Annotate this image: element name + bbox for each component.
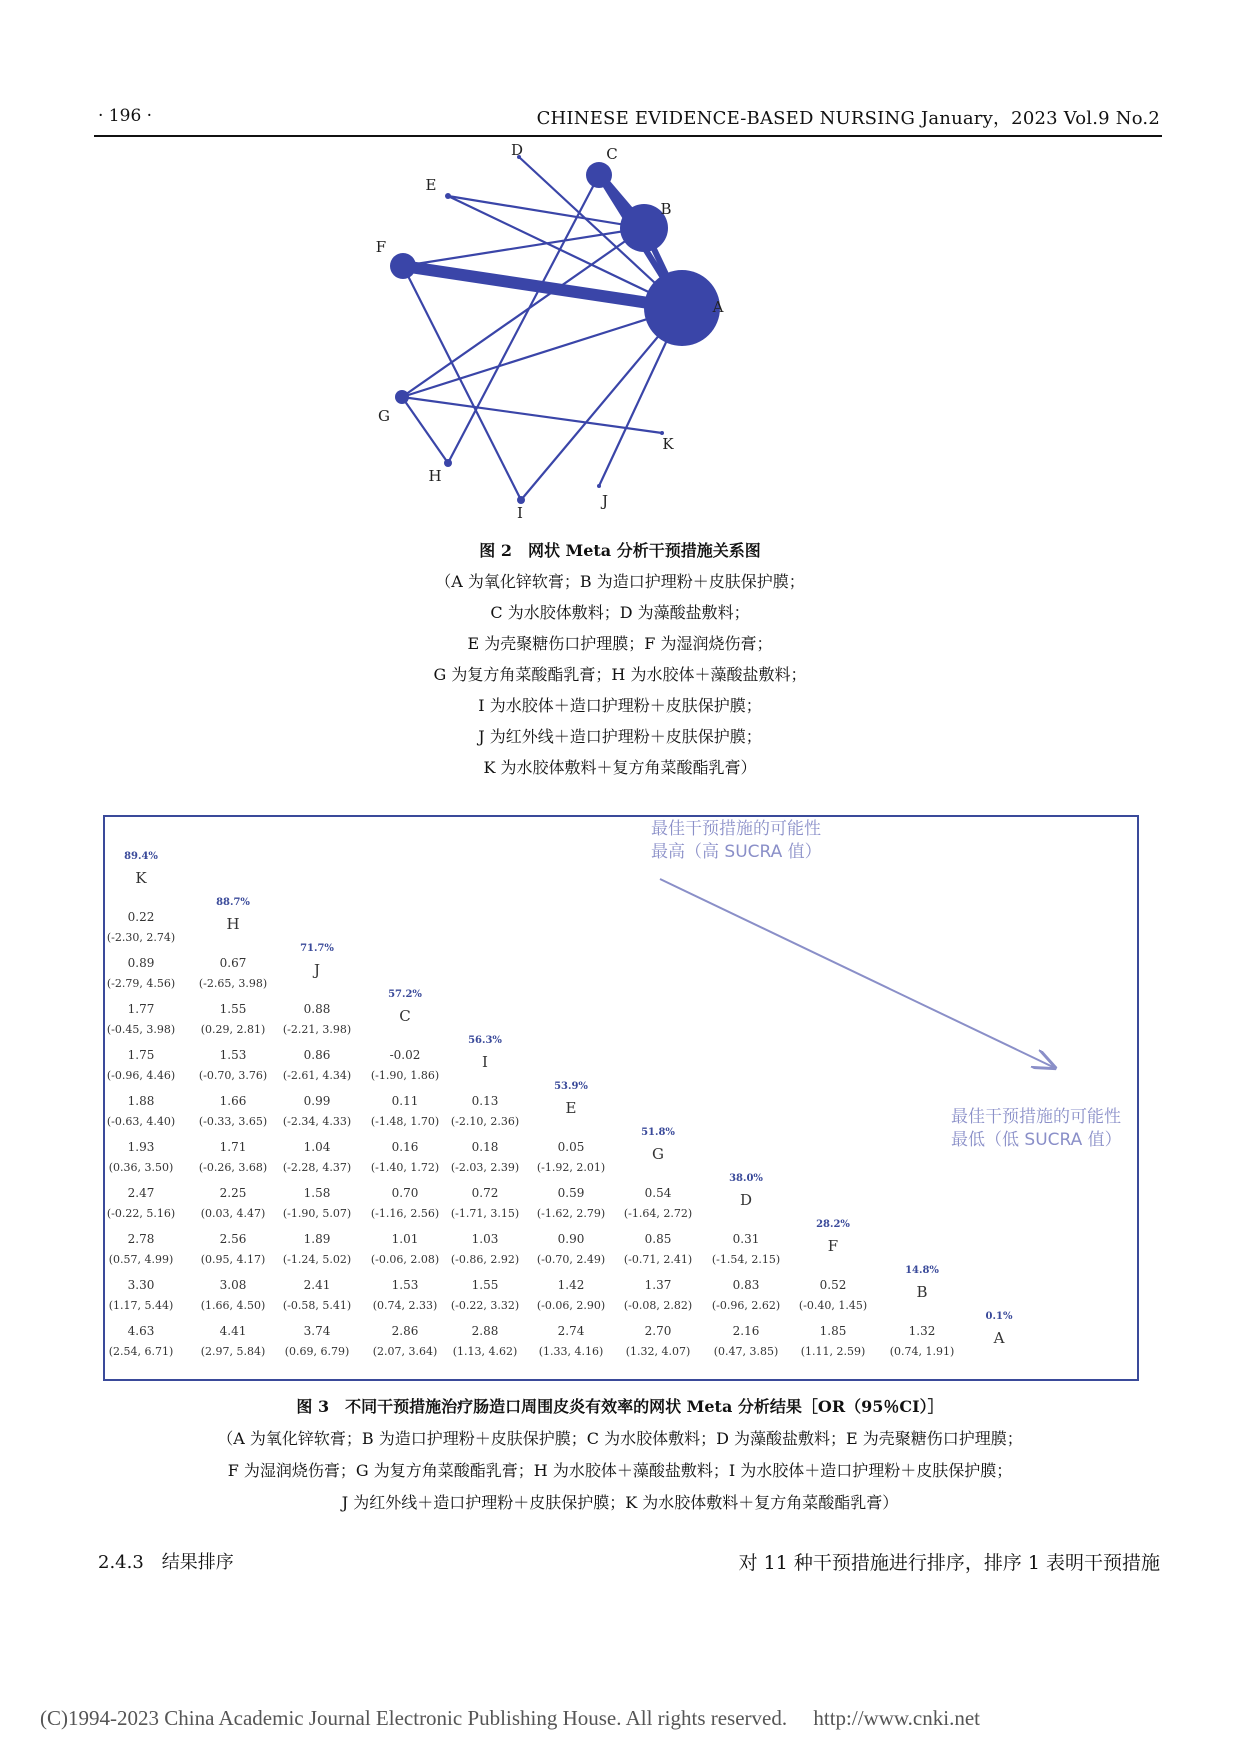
figure-2-legend-line: K 为水胶体敷料＋复方角菜酸酯乳膏） bbox=[483, 758, 757, 777]
league-ci-value: (0.95, 4.17) bbox=[200, 1253, 266, 1266]
figure-2-legend-line: I 为水胶体＋造口护理粉＋皮肤保护膜； bbox=[478, 696, 762, 715]
network-node-c bbox=[586, 162, 612, 188]
figure-3-legend-line: F 为湿润烧伤膏；G 为复方角菜酸酯乳膏；H 为水胶体＋藻酸盐敷料；I 为水胶体＋造口护理粉＋皮肤保护膜； bbox=[227, 1461, 1013, 1480]
league-or-value: 2.41 bbox=[303, 1278, 331, 1292]
league-or-value: 4.63 bbox=[127, 1324, 155, 1338]
sucra-value: 88.7% bbox=[216, 897, 250, 908]
network-node-label-i: I bbox=[517, 504, 523, 522]
league-or-value: 0.88 bbox=[303, 1002, 331, 1016]
league-or-value: 0.99 bbox=[303, 1094, 331, 1108]
league-ci-value: (-1.24, 5.02) bbox=[282, 1253, 352, 1266]
league-ci-value: (-0.45, 3.98) bbox=[106, 1023, 176, 1036]
section-text: 对 11 种干预措施进行排序，排序 1 表明干预措施 bbox=[738, 1552, 1160, 1574]
league-ci-value: (1.11, 2.59) bbox=[800, 1345, 866, 1358]
annotation-low-line-1: 最佳干预措施的可能性 bbox=[951, 1107, 1121, 1127]
network-node-label-b: B bbox=[660, 200, 672, 218]
annotation-high-line-1: 最佳干预措施的可能性 bbox=[651, 819, 821, 839]
league-ci-value: (-1.92, 2.01) bbox=[536, 1161, 606, 1174]
league-ci-value: (-0.26, 3.68) bbox=[198, 1161, 268, 1174]
league-or-value: 0.86 bbox=[303, 1048, 331, 1062]
sucra-direction-arrow bbox=[660, 879, 1053, 1067]
league-or-value: 0.05 bbox=[557, 1140, 585, 1154]
league-or-value: 0.90 bbox=[557, 1232, 585, 1246]
sucra-value: 51.8% bbox=[641, 1127, 675, 1138]
league-or-value: 0.52 bbox=[819, 1278, 847, 1292]
league-ci-value: (-2.30, 2.74) bbox=[106, 931, 176, 944]
league-or-value: 0.13 bbox=[471, 1094, 499, 1108]
treatment-label: B bbox=[916, 1283, 928, 1301]
sucra-value: 0.1% bbox=[985, 1311, 1013, 1322]
league-ci-value: (-0.70, 2.49) bbox=[536, 1253, 606, 1266]
league-or-value: 1.89 bbox=[303, 1232, 331, 1246]
treatment-label: J bbox=[313, 961, 321, 979]
league-or-value: 1.53 bbox=[219, 1048, 247, 1062]
league-or-value: 1.93 bbox=[127, 1140, 155, 1154]
league-or-value: 1.42 bbox=[557, 1278, 585, 1292]
figure-2-title: 图 2 网状 Meta 分析干预措施关系图 bbox=[479, 541, 761, 560]
league-ci-value: (-0.86, 2.92) bbox=[450, 1253, 520, 1266]
treatment-label: D bbox=[739, 1191, 753, 1209]
league-ci-value: (1.13, 4.62) bbox=[452, 1345, 518, 1358]
league-or-value: 1.03 bbox=[471, 1232, 499, 1246]
league-or-value: 0.31 bbox=[732, 1232, 760, 1246]
league-ci-value: (0.47, 3.85) bbox=[713, 1345, 779, 1358]
network-node-label-d: D bbox=[510, 141, 524, 159]
league-or-value: 2.74 bbox=[557, 1324, 585, 1338]
league-ci-value: (-1.40, 1.72) bbox=[370, 1161, 440, 1174]
treatment-label: H bbox=[226, 915, 240, 933]
league-ci-value: (2.54, 6.71) bbox=[108, 1345, 174, 1358]
network-edge-h-c bbox=[448, 175, 599, 463]
league-ci-value: (-2.28, 4.37) bbox=[282, 1161, 352, 1174]
figure-2-legend-line: E 为壳聚糖伤口护理膜；F 为湿润烧伤膏； bbox=[467, 634, 773, 653]
network-edge-g-a bbox=[402, 308, 682, 397]
figure-2-legend-line: （A 为氧化锌软膏；B 为造口护理粉＋皮肤保护膜； bbox=[435, 572, 805, 591]
figure-2-caption bbox=[0, 535, 1240, 783]
sucra-value: 89.4% bbox=[124, 851, 158, 862]
league-ci-value: (-1.64, 2.72) bbox=[623, 1207, 693, 1220]
league-ci-value: (-0.71, 2.41) bbox=[623, 1253, 693, 1266]
figure-3-legend-line: （A 为氧化锌软膏；B 为造口护理粉＋皮肤保护膜；C 为水胶体敷料；D 为藻酸盐敷料；E 为壳聚糖伤口护理膜； bbox=[217, 1429, 1023, 1448]
league-or-value: 2.25 bbox=[219, 1186, 247, 1200]
network-edge-h-g bbox=[402, 397, 448, 463]
league-ci-value: (0.69, 6.79) bbox=[284, 1345, 350, 1358]
league-ci-value: (-0.40, 1.45) bbox=[798, 1299, 868, 1312]
league-ci-value: (-1.54, 2.15) bbox=[711, 1253, 781, 1266]
league-ci-value: (-0.96, 4.46) bbox=[106, 1069, 176, 1082]
treatment-label: I bbox=[482, 1053, 488, 1071]
league-ci-value: (0.03, 4.47) bbox=[200, 1207, 266, 1220]
sucra-value: 28.2% bbox=[816, 1219, 850, 1230]
league-ci-value: (2.07, 3.64) bbox=[372, 1345, 438, 1358]
league-ci-value: (-0.22, 3.32) bbox=[450, 1299, 520, 1312]
league-ci-value: (-0.96, 2.62) bbox=[711, 1299, 781, 1312]
network-edge-g-b bbox=[402, 228, 644, 397]
section-heading: 2.4.3 结果排序 bbox=[98, 1552, 234, 1573]
league-ci-value: (-0.08, 2.82) bbox=[623, 1299, 693, 1312]
header-rule bbox=[94, 135, 1162, 137]
league-or-value: 0.16 bbox=[391, 1140, 419, 1154]
network-node-label-e: E bbox=[425, 176, 437, 194]
league-or-value: 1.85 bbox=[819, 1324, 847, 1338]
league-or-value: 1.58 bbox=[303, 1186, 331, 1200]
network-edge-f-b bbox=[403, 228, 644, 266]
league-or-value: 1.32 bbox=[908, 1324, 936, 1338]
league-or-value: 0.18 bbox=[471, 1140, 499, 1154]
network-node-label-f: F bbox=[375, 238, 387, 256]
sucra-value: 14.8% bbox=[905, 1265, 939, 1276]
league-ci-value: (1.33, 4.16) bbox=[538, 1345, 604, 1358]
league-ci-value: (-2.65, 3.98) bbox=[198, 977, 268, 990]
network-node-label-j: J bbox=[601, 492, 609, 510]
league-ci-value: (-1.90, 5.07) bbox=[282, 1207, 352, 1220]
league-or-value: 0.22 bbox=[127, 910, 155, 924]
league-cells bbox=[107, 851, 1013, 1358]
league-or-value: 1.55 bbox=[219, 1002, 247, 1016]
figure-3-legend-line: J 为红外线＋造口护理粉＋皮肤保护膜；K 为水胶体敷料＋复方角菜酸酯乳膏） bbox=[341, 1493, 899, 1512]
league-or-value: 3.30 bbox=[127, 1278, 155, 1292]
league-table-figure bbox=[103, 815, 1139, 1381]
league-ci-value: (-1.48, 1.70) bbox=[370, 1115, 440, 1128]
league-ci-value: (-2.79, 4.56) bbox=[106, 977, 176, 990]
league-ci-value: (-1.90, 1.86) bbox=[370, 1069, 440, 1082]
league-ci-value: (2.97, 5.84) bbox=[200, 1345, 266, 1358]
league-or-value: 0.67 bbox=[219, 956, 247, 970]
sucra-value: 57.2% bbox=[388, 989, 422, 1000]
network-node-label-a: A bbox=[712, 298, 724, 316]
league-ci-value: (-2.10, 2.36) bbox=[450, 1115, 520, 1128]
annotation-low-line-2: 最低（低 SUCRA 值） bbox=[951, 1130, 1122, 1150]
network-node-label-h: H bbox=[428, 467, 442, 485]
treatment-label: A bbox=[993, 1329, 1005, 1347]
league-or-value: 1.37 bbox=[644, 1278, 672, 1292]
league-or-value: 0.83 bbox=[732, 1278, 760, 1292]
league-or-value: 3.74 bbox=[303, 1324, 331, 1338]
league-ci-value: (-0.06, 2.08) bbox=[370, 1253, 440, 1266]
page-number: · 196 · bbox=[98, 106, 153, 126]
league-ci-value: (-0.70, 3.76) bbox=[198, 1069, 268, 1082]
league-or-value: 2.16 bbox=[732, 1324, 760, 1338]
network-edge-g-k bbox=[402, 397, 662, 433]
league-ci-value: (-2.21, 3.98) bbox=[282, 1023, 352, 1036]
copyright-footer: (C)1994-2023 China Academic Journal Electronic Publishing House. All rights reserved. http://www.cnki.net bbox=[40, 1706, 980, 1730]
network-node-g bbox=[395, 390, 409, 404]
sucra-value: 56.3% bbox=[468, 1035, 502, 1046]
annotation-high-line-2: 最高（高 SUCRA 值） bbox=[651, 842, 822, 862]
league-ci-value: (0.57, 4.99) bbox=[108, 1253, 174, 1266]
league-or-value: 1.66 bbox=[219, 1094, 247, 1108]
treatment-label: F bbox=[827, 1237, 839, 1255]
network-node-j bbox=[597, 484, 601, 488]
network-node-label-k: K bbox=[662, 435, 674, 453]
league-or-value: 1.04 bbox=[303, 1140, 331, 1154]
treatment-label: K bbox=[135, 869, 147, 887]
league-or-value: 1.77 bbox=[127, 1002, 155, 1016]
network-node-h bbox=[444, 459, 452, 467]
league-or-value: 2.88 bbox=[471, 1324, 499, 1338]
league-ci-value: (1.66, 4.50) bbox=[200, 1299, 266, 1312]
league-ci-value: (-0.33, 3.65) bbox=[198, 1115, 268, 1128]
league-ci-value: (1.32, 4.07) bbox=[625, 1345, 691, 1358]
league-or-value: 0.59 bbox=[557, 1186, 585, 1200]
league-ci-value: (-0.22, 5.16) bbox=[106, 1207, 176, 1220]
network-node-a bbox=[644, 270, 720, 346]
league-or-value: 2.70 bbox=[644, 1324, 672, 1338]
league-ci-value: (-1.71, 3.15) bbox=[450, 1207, 520, 1220]
league-ci-value: (0.74, 1.91) bbox=[889, 1345, 955, 1358]
league-ci-value: (-2.61, 4.34) bbox=[282, 1069, 352, 1082]
network-node-label-c: C bbox=[606, 145, 618, 163]
league-or-value: 1.88 bbox=[127, 1094, 155, 1108]
league-or-value: 0.54 bbox=[644, 1186, 672, 1200]
league-ci-value: (0.29, 2.81) bbox=[200, 1023, 266, 1036]
sucra-value: 71.7% bbox=[300, 943, 334, 954]
league-or-value: 0.85 bbox=[644, 1232, 672, 1246]
league-ci-value: (1.17, 5.44) bbox=[108, 1299, 174, 1312]
league-ci-value: (-2.03, 2.39) bbox=[450, 1161, 520, 1174]
figure-3-title: 图 3 不同干预措施治疗肠造口周围皮炎有效率的网状 Meta 分析结果［OR（95％CI）］ bbox=[296, 1397, 944, 1416]
league-ci-value: (-1.16, 2.56) bbox=[370, 1207, 440, 1220]
network-node-i bbox=[517, 496, 525, 504]
league-ci-value: (-0.58, 5.41) bbox=[282, 1299, 352, 1312]
league-or-value: -0.02 bbox=[389, 1048, 421, 1062]
network-diagram bbox=[375, 141, 860, 535]
network-node-label-g: G bbox=[378, 407, 390, 425]
league-or-value: 0.11 bbox=[391, 1094, 419, 1108]
league-or-value: 0.72 bbox=[471, 1186, 499, 1200]
figure-3-caption bbox=[0, 1391, 1240, 1519]
league-or-value: 1.71 bbox=[219, 1140, 247, 1154]
sucra-value: 38.0% bbox=[729, 1173, 763, 1184]
journal-header: CHINESE EVIDENCE-BASED NURSING January，2023 Vol.9 No.2 bbox=[536, 108, 1160, 129]
league-table bbox=[105, 817, 1137, 1379]
league-or-value: 2.47 bbox=[127, 1186, 155, 1200]
treatment-label: C bbox=[399, 1007, 411, 1025]
league-ci-value: (-0.06, 2.90) bbox=[536, 1299, 606, 1312]
league-or-value: 1.75 bbox=[127, 1048, 155, 1062]
league-ci-value: (0.74, 2.33) bbox=[372, 1299, 438, 1312]
sucra-value: 53.9% bbox=[554, 1081, 588, 1092]
league-or-value: 2.86 bbox=[391, 1324, 419, 1338]
treatment-label: E bbox=[565, 1099, 577, 1117]
league-ci-value: (-2.34, 4.33) bbox=[282, 1115, 352, 1128]
league-or-value: 1.01 bbox=[391, 1232, 419, 1246]
league-ci-value: (0.36, 3.50) bbox=[108, 1161, 174, 1174]
league-or-value: 2.56 bbox=[219, 1232, 247, 1246]
league-or-value: 4.41 bbox=[219, 1324, 247, 1338]
league-or-value: 1.55 bbox=[471, 1278, 499, 1292]
league-ci-value: (-1.62, 2.79) bbox=[536, 1207, 606, 1220]
network-node-e bbox=[445, 193, 451, 199]
league-or-value: 2.78 bbox=[127, 1232, 155, 1246]
network-node-f bbox=[390, 253, 416, 279]
league-or-value: 3.08 bbox=[219, 1278, 247, 1292]
figure-2-legend-line: C 为水胶体敷料；D 为藻酸盐敷料； bbox=[490, 603, 750, 622]
league-or-value: 1.53 bbox=[391, 1278, 419, 1292]
league-or-value: 0.70 bbox=[391, 1186, 419, 1200]
league-or-value: 0.89 bbox=[127, 956, 155, 970]
treatment-label: G bbox=[652, 1145, 664, 1163]
figure-2-legend-line: G 为复方角菜酸酯乳膏；H 为水胶体＋藻酸盐敷料； bbox=[433, 665, 807, 684]
figure-2-legend-line: J 为红外线＋造口护理粉＋皮肤保护膜； bbox=[478, 727, 762, 746]
league-ci-value: (-0.63, 4.40) bbox=[106, 1115, 176, 1128]
